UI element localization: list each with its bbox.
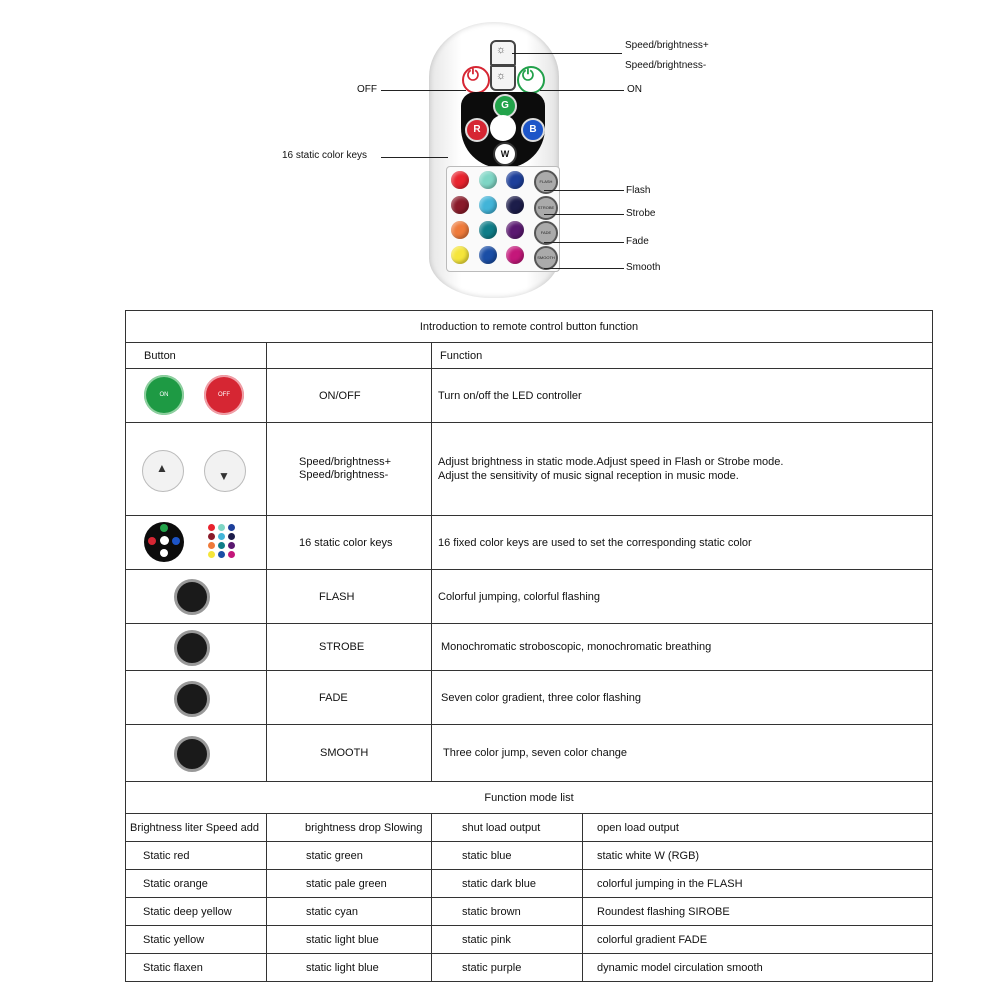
sun-icon: ☼ <box>496 44 507 56</box>
callout-line <box>540 90 624 91</box>
mode-cell: static dark blue <box>432 870 583 898</box>
button-function: Turn on/off the LED controller <box>432 369 933 423</box>
button-name: ON/OFF <box>267 369 432 423</box>
mode-cell: Static orange <box>126 870 267 898</box>
button-function: Colorful jumping, colorful flashing <box>432 570 933 624</box>
sun-icon: ☼ <box>496 70 507 82</box>
mode-cell: colorful jumping in the FLASH <box>583 870 933 898</box>
button-name: SMOOTH <box>267 725 432 782</box>
button-image-cell <box>126 725 267 782</box>
callout-line <box>381 157 448 158</box>
mode-row <box>126 954 933 982</box>
mode-cell: static light blue <box>267 954 432 982</box>
button-name-line: Speed/brightness+ <box>299 456 392 468</box>
mode-cell: Static deep yellow <box>126 898 267 926</box>
mode-cell: colorful gradient FADE <box>583 926 933 954</box>
button-function: 16 fixed color keys are used to set the corresponding static color <box>432 516 933 570</box>
mode-row <box>126 870 933 898</box>
mini-color-key-icon <box>208 533 215 540</box>
power-icon: ⏻ <box>467 67 479 84</box>
mini-color-key-icon <box>208 542 215 549</box>
callout-line <box>544 268 624 269</box>
mini-color-key-icon <box>218 533 225 540</box>
color-key-button[interactable] <box>479 221 497 239</box>
button-image-cell <box>126 624 267 671</box>
off-button-icon: OFF <box>204 375 244 415</box>
color-key-button[interactable] <box>451 171 469 189</box>
mode-cell: static cyan <box>267 898 432 926</box>
table-row <box>126 369 933 423</box>
mode-cell: static purple <box>432 954 583 982</box>
color-key-button[interactable] <box>451 221 469 239</box>
color-key-button[interactable] <box>506 221 524 239</box>
table-row <box>126 570 933 624</box>
mode-cell: shut load output <box>432 814 583 842</box>
chevron-up-icon: ▲ <box>156 461 168 475</box>
callout-strobe: Strobe <box>626 208 656 219</box>
callout-speed-up: Speed/brightness+ <box>625 40 709 51</box>
mini-color-key-icon <box>228 524 235 531</box>
button-function <box>432 423 933 516</box>
callout-speed-down: Speed/brightness- <box>625 60 707 71</box>
callout-line <box>381 90 466 91</box>
button-column-header: Button <box>126 343 267 369</box>
button-image-cell <box>126 570 267 624</box>
mode-cell: static pink <box>432 926 583 954</box>
mode-cell: Static flaxen <box>126 954 267 982</box>
color-key-button[interactable] <box>479 246 497 264</box>
callout-off: OFF <box>357 84 377 95</box>
button-image-cell <box>126 423 267 516</box>
button-name <box>267 423 432 516</box>
callout-flash: Flash <box>626 185 651 196</box>
button-image-cell <box>126 516 267 570</box>
callout-static-keys: 16 static color keys <box>282 150 368 161</box>
button-name: FLASH <box>267 570 432 624</box>
color-key-button[interactable] <box>479 196 497 214</box>
red-key-icon <box>148 537 156 545</box>
mode-cell: static green <box>267 842 432 870</box>
mode-cell: static blue <box>432 842 583 870</box>
remote-center-button[interactable] <box>490 115 516 141</box>
table-row <box>126 671 933 725</box>
callout-on: ON <box>627 84 642 95</box>
callout-fade: Fade <box>626 236 649 247</box>
mini-color-key-icon <box>228 542 235 549</box>
color-key-button[interactable] <box>451 246 469 264</box>
blue-key-icon <box>172 537 180 545</box>
chevron-down-icon: ▼ <box>218 469 230 483</box>
color-key-button[interactable] <box>506 246 524 264</box>
table-row <box>126 725 933 782</box>
table-row <box>126 624 933 671</box>
mini-color-key-icon <box>218 551 225 558</box>
mode-list-table <box>125 781 933 982</box>
mode-cell: open load output <box>583 814 933 842</box>
fade-button-icon <box>174 681 210 717</box>
function-line: Adjust brightness in static mode.Adjust speed in Flash or Strobe mode. <box>438 456 784 468</box>
on-button-icon: ON <box>144 375 184 415</box>
remote-r-button[interactable]: R <box>465 118 489 142</box>
mode-cell: static white W (RGB) <box>583 842 933 870</box>
mode-row <box>126 842 933 870</box>
button-function: Three color jump, seven color change <box>432 725 933 782</box>
callout-line <box>512 53 622 54</box>
mini-color-key-icon <box>208 524 215 531</box>
remote-g-button[interactable]: G <box>493 94 517 118</box>
green-key-icon <box>160 524 168 532</box>
callout-line <box>544 214 624 215</box>
mini-color-key-icon <box>218 524 225 531</box>
button-function: Seven color gradient, three color flashing <box>432 671 933 725</box>
button-name: 16 static color keys <box>267 516 432 570</box>
function-line: Adjust the sensitivity of music signal reception in music mode. <box>438 470 739 482</box>
mode-cell: Static yellow <box>126 926 267 954</box>
remote-flash-button[interactable]: FLASH <box>534 170 558 194</box>
mode-cell: Static red <box>126 842 267 870</box>
button-image-cell <box>126 369 267 423</box>
button-function: Monochromatic stroboscopic, monochromatic breathing <box>432 624 933 671</box>
strobe-button-icon <box>174 630 210 666</box>
remote-smooth-button[interactable]: SMOOTH <box>534 246 558 270</box>
callout-line <box>544 242 624 243</box>
white-key-icon <box>160 549 168 557</box>
color-key-button[interactable] <box>451 196 469 214</box>
empty-header-cell <box>267 343 432 369</box>
mode-cell: static light blue <box>267 926 432 954</box>
function-table <box>125 310 933 782</box>
mode-cell: Roundest flashing SIROBE <box>583 898 933 926</box>
button-name: STROBE <box>267 624 432 671</box>
mode-cell: Brightness liter Speed add <box>126 814 267 842</box>
mini-color-key-icon <box>218 542 225 549</box>
white-key-icon <box>160 536 169 545</box>
color-key-button[interactable] <box>506 196 524 214</box>
table-row <box>126 516 933 570</box>
callout-line <box>544 190 624 191</box>
table-row <box>126 423 933 516</box>
remote-b-button[interactable]: B <box>521 118 545 142</box>
remote-w-button[interactable]: W <box>493 142 517 166</box>
mode-cell: dynamic model circulation smooth <box>583 954 933 982</box>
button-name-line: Speed/brightness- <box>299 469 389 481</box>
mode-row <box>126 814 933 842</box>
flash-button-icon <box>174 579 210 615</box>
function-column-header: Function <box>432 343 933 369</box>
button-name: FADE <box>267 671 432 725</box>
remote-strobe-button[interactable]: STROBE <box>534 196 558 220</box>
remote-fade-button[interactable]: FADE <box>534 221 558 245</box>
mode-cell: brightness drop Slowing <box>267 814 432 842</box>
color-key-button[interactable] <box>479 171 497 189</box>
table-title: Introduction to remote control button function <box>126 311 933 343</box>
color-key-button[interactable] <box>506 171 524 189</box>
mini-color-key-icon <box>208 551 215 558</box>
mode-row <box>126 926 933 954</box>
smooth-button-icon <box>174 736 210 772</box>
mode-row <box>126 898 933 926</box>
button-image-cell <box>126 671 267 725</box>
mini-color-key-icon <box>228 551 235 558</box>
mode-list-title: Function mode list <box>126 782 933 814</box>
mode-cell: static brown <box>432 898 583 926</box>
callout-smooth: Smooth <box>626 262 661 273</box>
mode-cell: static pale green <box>267 870 432 898</box>
power-icon: ⏻ <box>522 67 534 84</box>
mini-color-grid <box>208 524 238 560</box>
mini-color-key-icon <box>228 533 235 540</box>
